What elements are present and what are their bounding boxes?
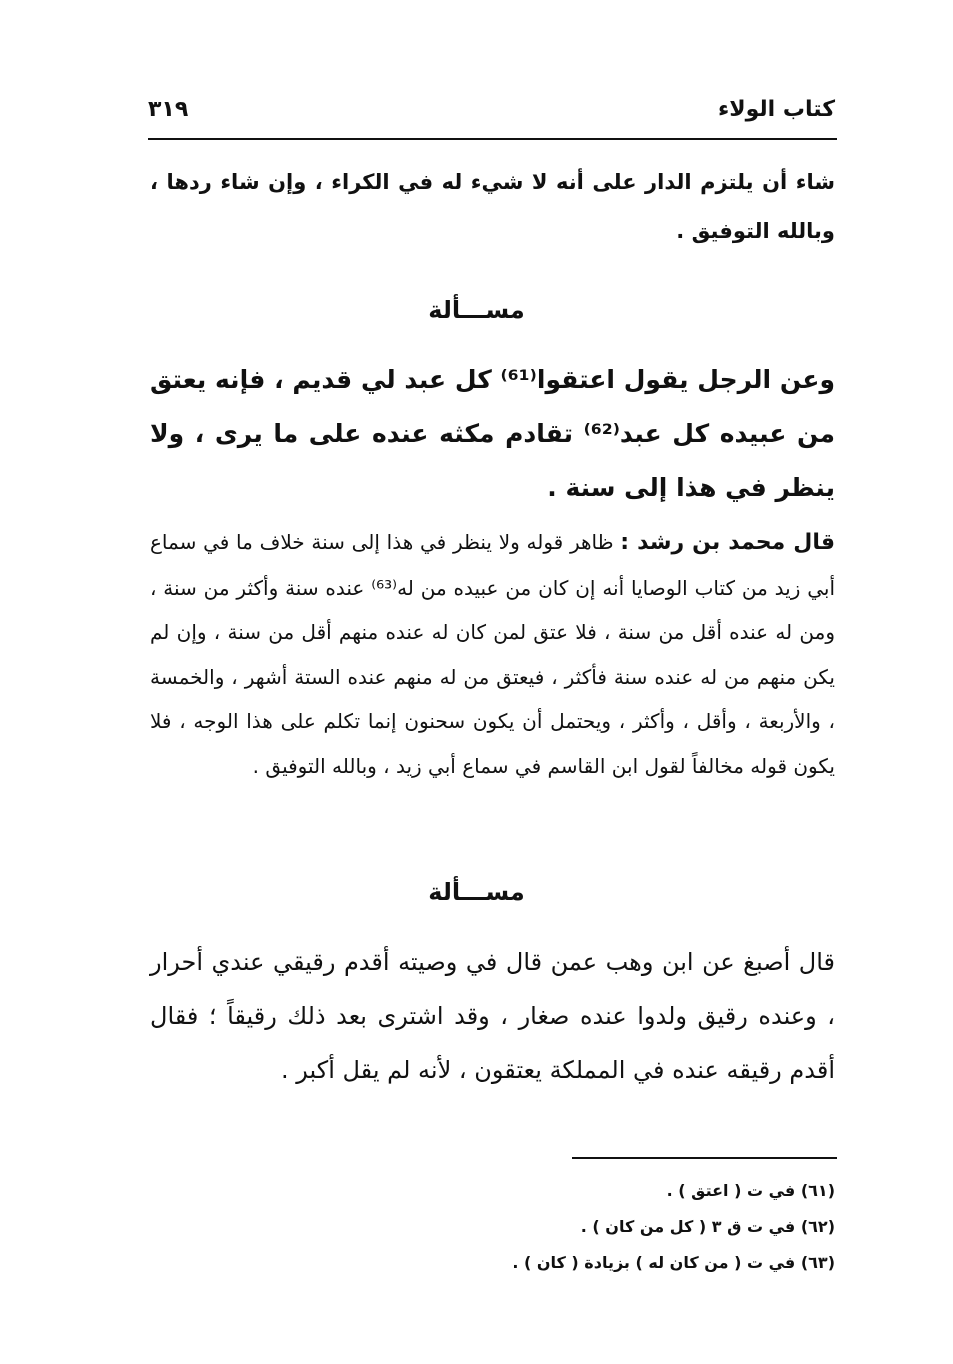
- footnote-divider: [572, 1157, 837, 1159]
- section-heading-2: مســـألة: [428, 878, 525, 906]
- footnote-item: (٦٢) في ت ق ٣ ( كل من كان ) .: [580, 1217, 835, 1236]
- paragraph-commentary: [150, 520, 835, 788]
- commentary-body: ظاهر قوله ولا ينظر في هذا إلى سنة خلاف ما في سماع أبي زيد من كتاب الوصايا أنه إن كان من عبيده من له⁽⁶³⁾ عنده سنة وأكثر من سنة ، ومن له عنده أقل من سنة ، فلا عتق لمن كان له عنده منهم أقل من سنة ، وإن لم يكن منهم من له عنده سنة فأكثر ، فيعتق من له منهم عنده الستة أشهر ، والخمسة ، والأربعة ، وأقل ، وأكثر ، ويحتمل أن يكون سحنون إنما تكلم على هذا الوجه ، فلا يكون قوله مخالفاً لقول ابن القاسم في سماع أبي زيد ، وبالله التوفيق .: [150, 530, 836, 778]
- header-divider: [148, 138, 837, 140]
- footnotes: [150, 1173, 835, 1281]
- running-header: [148, 93, 835, 143]
- footnote-item: (٦١) في ت ( اعتق ) .: [666, 1181, 835, 1200]
- commentary-lead: قال محمد بن رشد :: [620, 530, 835, 555]
- running-title: كتاب الولاء: [717, 97, 835, 122]
- page-number: ٣١٩: [148, 97, 189, 122]
- paragraph-continuation: شاء أن يلتزم الدار على أنه لا شيء له في الكراء ، وإن شاء ردها ، وبالله التوفيق .: [150, 170, 835, 243]
- footnote-item: (٦٣) في ت ( من كان له ) بزيادة ( كان ) .: [512, 1253, 835, 1272]
- section-heading-1: مســـألة: [428, 296, 525, 324]
- paragraph-question-2: قال أصبغ عن ابن وهب عمن قال في وصيته أقدم رقيقي عندي أحرار ، وعنده رقيق ولدوا عنده صغار ، وقد اشترى بعد ذلك رقيقاً ؛ فقال أقدم رقيقه عنده في المملكة يعتقون ، لأنه لم يقل أكبر .: [150, 948, 835, 1084]
- paragraph-question-1: وعن الرجل يقول اعتقوا⁽⁶¹⁾ كل عبد لي قديم ، فإنه يعتق من عبيده كل عبد⁽⁶²⁾ تقادم مكثه عنده على ما يرى ، ولا ينظر في هذا إلى سنة .: [150, 365, 835, 502]
